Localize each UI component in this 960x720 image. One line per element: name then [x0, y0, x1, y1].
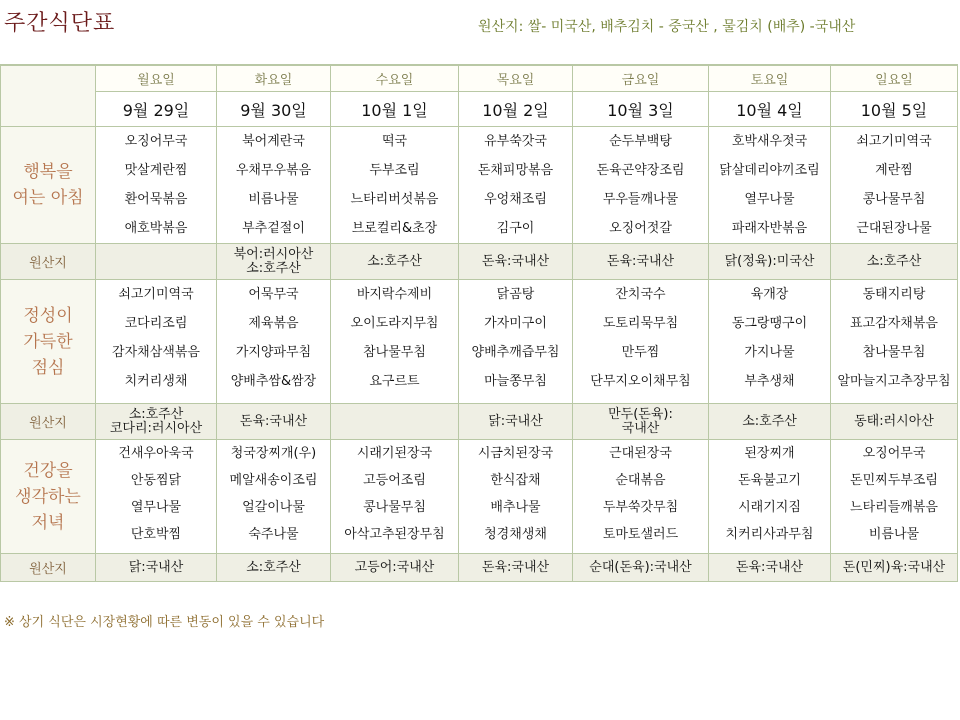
- menu-item: 돈육불고기: [738, 472, 801, 488]
- menu-item: 토마토샐러드: [602, 526, 679, 542]
- lunch-origin-label: 원산지: [1, 404, 96, 440]
- menu-item: 표고감자채볶음: [850, 315, 938, 331]
- lunch-menu-cell: [217, 280, 331, 404]
- rice-kimchi-origin-note: 원산지: 쌀- 미국산, 배추김치 - 중국산 , 물김치 (배추) -국내산: [478, 19, 856, 35]
- menu-item: 떡국: [381, 133, 408, 149]
- dinner-menu-cell: [709, 440, 831, 554]
- menu-item: 우채무우볶음: [235, 162, 312, 178]
- menu-item: 쇠고기미역국: [856, 133, 932, 149]
- day-date: 10월 3일: [573, 92, 709, 127]
- breakfast-menu-cell: [459, 127, 573, 244]
- menu-item: 메알새송이조림: [229, 472, 318, 488]
- menu-item: 근대된장나물: [856, 220, 932, 236]
- lunch-menu-cell: [831, 280, 958, 404]
- menu-item: 단무지오이채무침: [590, 373, 691, 389]
- breakfast-origin-label: 원산지: [1, 244, 96, 280]
- dinner-origin-cell: 소:호주산: [217, 554, 331, 582]
- menu-item: 가지나물: [744, 344, 795, 360]
- lunch-origin-row: [1, 404, 958, 440]
- menu-item: 부추생채: [744, 373, 795, 389]
- lunch-origin-cell: 돈육:국내산: [217, 404, 331, 440]
- menu-item: 한식잡채: [490, 472, 541, 488]
- menu-item: 잔치국수: [615, 286, 666, 302]
- day-date: 10월 2일: [459, 92, 573, 127]
- breakfast-origin-cell: 소:호주산: [331, 244, 459, 280]
- menu-item: 근대된장국: [609, 445, 672, 461]
- menu-item: 무우들깨나물: [602, 191, 679, 207]
- page-title: 주간식단표: [4, 11, 116, 36]
- menu-item: 파래자반볶음: [731, 220, 808, 236]
- menu-item: 청경채생채: [484, 526, 547, 542]
- menu-item: 비름나물: [868, 526, 920, 542]
- dinner-origin-cell: 닭:국내산: [96, 554, 217, 582]
- breakfast-origin-row: [1, 244, 958, 280]
- breakfast-menu-cell: [831, 127, 958, 244]
- menu-item: 된장찌개: [744, 445, 795, 461]
- day-name: 목요일: [459, 65, 573, 92]
- menu-item: 어묵무국: [248, 286, 299, 302]
- menu-item: 알마늘지고추장무침: [837, 373, 951, 389]
- menu-item: 시래기된장국: [356, 445, 433, 461]
- menu-item: 단호박찜: [130, 526, 182, 542]
- menu-item: 감자채삼색볶음: [112, 344, 200, 360]
- breakfast-menu-cell: [331, 127, 459, 244]
- menu-item: 고등어조림: [363, 472, 426, 488]
- dinner-origin-cell: 돈(민찌)육:국내산: [831, 554, 958, 582]
- lunch-menu-row: [1, 280, 958, 404]
- dinner-menu-cell: [331, 440, 459, 554]
- menu-change-footnote: ※ 상기 식단은 시장현황에 따른 변동이 있을 수 있습니다: [4, 615, 325, 630]
- menu-item: 육개장: [750, 286, 789, 302]
- dinner-menu-cell: [217, 440, 331, 554]
- menu-item: 오징어젓갈: [609, 220, 672, 236]
- menu-item: 청국장찌개(우): [230, 445, 317, 461]
- dinner-label: 건강을 생각하는 저녁: [1, 440, 96, 554]
- day-date: 10월 4일: [709, 92, 831, 127]
- menu-item: 유부쑥갓국: [484, 133, 547, 149]
- day-date: 9월 29일: [96, 92, 217, 127]
- breakfast-label: 행복을 여는 아침: [1, 127, 96, 244]
- menu-item: 건새우아욱국: [118, 445, 194, 461]
- menu-item: 얼갈이나물: [242, 499, 305, 515]
- menu-item: 애호박볶음: [124, 220, 188, 236]
- menu-item: 바지락수제비: [356, 286, 433, 302]
- lunch-origin-cell: 닭:국내산: [459, 404, 573, 440]
- lunch-origin-cell: 소:호주산: [709, 404, 831, 440]
- menu-item: 시금치된장국: [477, 445, 554, 461]
- menu-item: 안동찜닭: [130, 472, 182, 488]
- dinner-origin-row: [1, 554, 958, 582]
- menu-item: 숙주나물: [248, 526, 299, 542]
- menu-item: 도토리묵무침: [602, 315, 679, 331]
- menu-item: 순대볶음: [615, 472, 666, 488]
- menu-item: 치커리생채: [124, 373, 188, 389]
- dinner-origin-cell: 순대(돈육):국내산: [573, 554, 709, 582]
- breakfast-origin-cell: 닭(정육):미국산: [709, 244, 831, 280]
- menu-item: 비름나물: [248, 191, 299, 207]
- menu-item: 브로컬리&초장: [351, 220, 438, 236]
- breakfast-menu-cell: [96, 127, 217, 244]
- weekly-menu-table: [0, 64, 958, 582]
- dinner-menu-cell: [573, 440, 709, 554]
- dinner-menu-cell: [831, 440, 958, 554]
- menu-item: 요구르트: [369, 373, 420, 389]
- menu-item: 돈민찌두부조림: [850, 472, 938, 488]
- breakfast-origin-cell: 돈육:국내산: [459, 244, 573, 280]
- menu-item: 마늘쫑무침: [484, 373, 547, 389]
- dinner-menu-cell: [96, 440, 217, 554]
- menu-item: 양배추깨즙무침: [471, 344, 560, 360]
- header-corner: [1, 65, 96, 127]
- menu-item: 오징어무국: [862, 445, 926, 461]
- menu-item: 시래기지짐: [738, 499, 801, 515]
- day-name: 일요일: [831, 65, 958, 92]
- lunch-menu-cell: [573, 280, 709, 404]
- menu-item: 환어묵볶음: [124, 191, 188, 207]
- breakfast-menu-cell: [573, 127, 709, 244]
- breakfast-menu-cell: [709, 127, 831, 244]
- lunch-origin-cell: [331, 404, 459, 440]
- day-name: 화요일: [217, 65, 331, 92]
- menu-item: 동태지리탕: [862, 286, 926, 302]
- menu-item: 가자미구이: [484, 315, 547, 331]
- menu-item: 열무나물: [744, 191, 795, 207]
- menu-item: 콩나물무침: [363, 499, 426, 515]
- menu-item: 참나물무침: [363, 344, 426, 360]
- menu-item: 아삭고추된장무침: [344, 526, 445, 542]
- menu-item: 호박새우젓국: [731, 133, 808, 149]
- menu-item: 치커리사과무침: [725, 526, 814, 542]
- lunch-menu-cell: [331, 280, 459, 404]
- lunch-origin-cell: 만두(돈육): 국내산: [573, 404, 709, 440]
- menu-item: 오징어무국: [124, 133, 188, 149]
- day-date: 10월 5일: [831, 92, 958, 127]
- breakfast-origin-cell: 북어:러시아산 소:호주산: [217, 244, 331, 280]
- dinner-origin-cell: 고등어:국내산: [331, 554, 459, 582]
- menu-item: 맛살계란찜: [124, 162, 188, 178]
- day-date: 9월 30일: [217, 92, 331, 127]
- breakfast-origin-cell: [96, 244, 217, 280]
- menu-item: 김구이: [496, 220, 535, 236]
- day-name-row: [1, 65, 958, 92]
- lunch-menu-cell: [459, 280, 573, 404]
- breakfast-origin-cell: 소:호주산: [831, 244, 958, 280]
- menu-item: 쇠고기미역국: [118, 286, 194, 302]
- menu-item: 순두부백탕: [609, 133, 672, 149]
- menu-item: 계란찜: [875, 162, 913, 178]
- day-name: 금요일: [573, 65, 709, 92]
- menu-item: 양배추쌈&쌈장: [230, 373, 317, 389]
- date-row: [1, 92, 958, 127]
- day-date: 10월 1일: [331, 92, 459, 127]
- day-name: 수요일: [331, 65, 459, 92]
- menu-item: 코다리조림: [124, 315, 188, 331]
- lunch-menu-cell: [96, 280, 217, 404]
- menu-item: 콩나물무침: [862, 191, 926, 207]
- dinner-origin-cell: 돈육:국내산: [459, 554, 573, 582]
- menu-item: 우엉채조림: [484, 191, 547, 207]
- lunch-origin-cell: 소:호주산 코다리:러시아산: [96, 404, 217, 440]
- menu-item: 느타리들깨볶음: [850, 499, 938, 515]
- dinner-origin-label: 원산지: [1, 554, 96, 582]
- breakfast-origin-cell: 돈육:국내산: [573, 244, 709, 280]
- menu-item: 동그랑땡구이: [731, 315, 808, 331]
- dinner-menu-row: [1, 440, 958, 554]
- menu-item: 두부쑥갓무침: [602, 499, 679, 515]
- breakfast-menu-cell: [217, 127, 331, 244]
- menu-item: 열무나물: [130, 499, 182, 515]
- menu-item: 가지양파무침: [235, 344, 312, 360]
- menu-item: 돈육곤약장조림: [596, 162, 685, 178]
- menu-item: 제육볶음: [248, 315, 299, 331]
- menu-item: 만두찜: [621, 344, 660, 360]
- menu-item: 참나물무침: [862, 344, 926, 360]
- lunch-label: 정성이 가득한 점심: [1, 280, 96, 404]
- menu-item: 북어계란국: [242, 133, 305, 149]
- day-name: 토요일: [709, 65, 831, 92]
- day-name: 월요일: [96, 65, 217, 92]
- dinner-origin-cell: 돈육:국내산: [709, 554, 831, 582]
- menu-item: 느타리버섯볶음: [350, 191, 439, 207]
- menu-item: 닭살데리야끼조림: [719, 162, 820, 178]
- menu-item: 두부조림: [369, 162, 420, 178]
- lunch-menu-cell: [709, 280, 831, 404]
- menu-item: 배추나물: [490, 499, 541, 515]
- dinner-menu-cell: [459, 440, 573, 554]
- menu-item: 부추겉절이: [242, 220, 305, 236]
- breakfast-menu-row: [1, 127, 958, 244]
- menu-item: 오이도라지무침: [350, 315, 439, 331]
- menu-item: 닭곰탕: [496, 286, 535, 302]
- menu-item: 돈채피망볶음: [477, 162, 554, 178]
- lunch-origin-cell: 동태:러시아산: [831, 404, 958, 440]
